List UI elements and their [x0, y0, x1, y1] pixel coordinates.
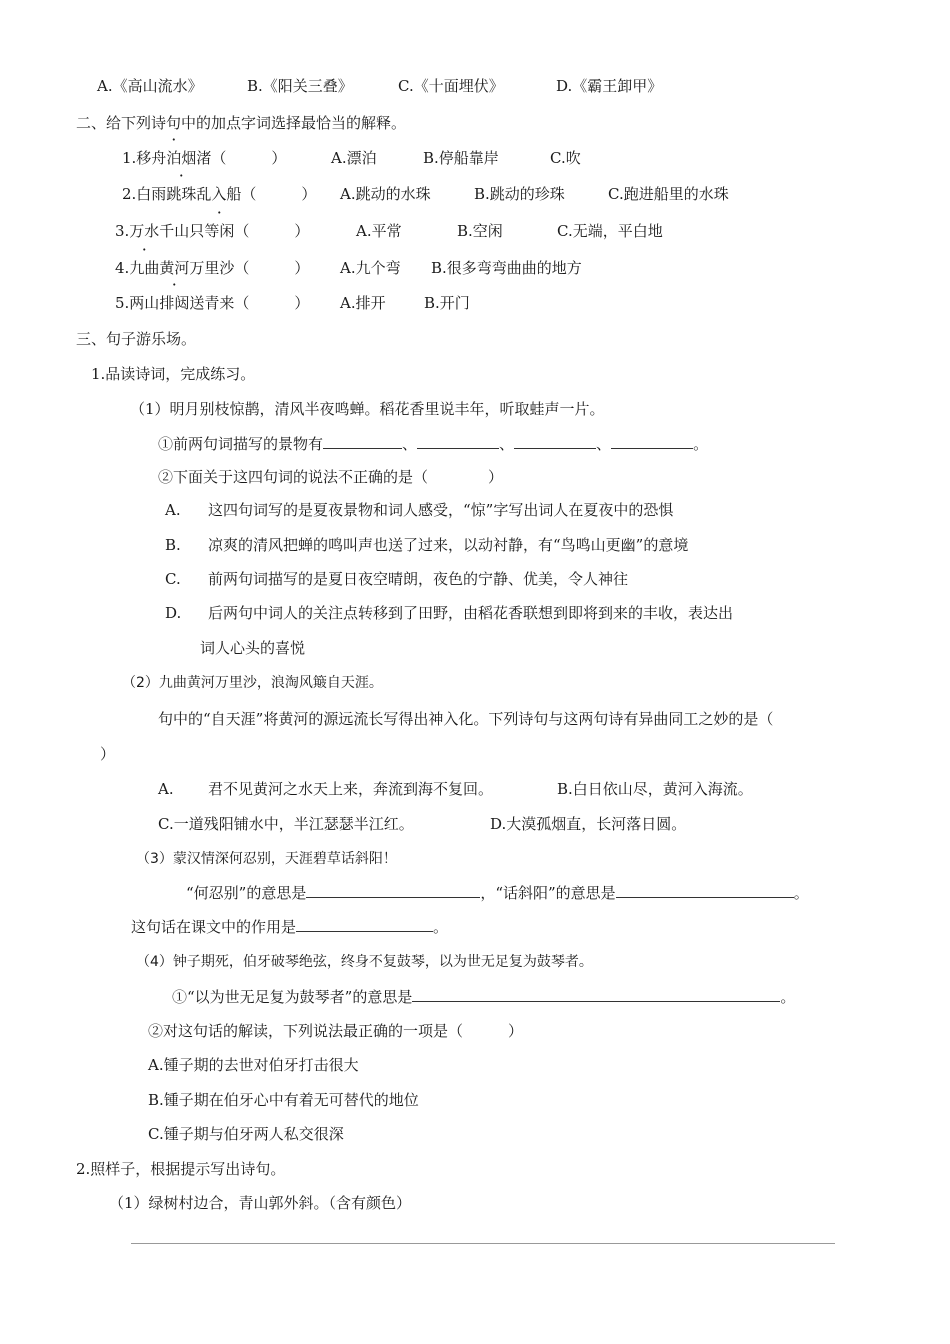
s2-item-4-a: A.九个弯	[340, 259, 401, 277]
q1-option-c: C.《十面埋伏》	[398, 77, 504, 95]
period: 。	[793, 884, 809, 902]
s3-p4-option-a: A.锺子期的去世对伯牙打击很大	[148, 1056, 359, 1074]
s3-p3-poem: （3）蒙汉情深何忍别，天涯碧草话斜阳！	[136, 851, 397, 867]
s3-p2-option-d: D.大漠孤烟直，长河落日圆。	[490, 815, 687, 833]
period: 。	[433, 918, 449, 936]
s3-p2-option-a-letter: A.	[158, 780, 174, 798]
period: 。	[780, 988, 796, 1006]
answer-blank[interactable]	[616, 883, 794, 898]
s3-p1-option-b: 凉爽的清风把蝉的鸣叫声也送了过来，以动衬静，有“鸟鸣山更幽”的意境	[208, 536, 689, 554]
s3-p1-option-c-letter: C.	[165, 570, 181, 588]
s2-item-2-dotted: 跳珠	[166, 185, 197, 203]
s3-p1-option-a: 这四句词写的是夏夜景物和词人感受，“惊”字写出词人在夏夜中的恐惧	[208, 501, 674, 519]
answer-blank[interactable]	[296, 917, 433, 932]
s2-item-2-b: B.跳动的珍珠	[474, 185, 565, 203]
s2-item-5-post: 送青来（ ）	[189, 294, 310, 312]
s3-p1-option-a-letter: A.	[165, 501, 181, 519]
s3-p3-q1	[186, 883, 809, 903]
s3-p3-q1-label-2: ，“话斜阳”的意思是	[480, 884, 616, 902]
s2-item-1-post: 烟渚（ ）	[181, 149, 287, 167]
s2-item-4-b: B.很多弯弯曲曲的地方	[431, 259, 582, 277]
s3-p2-option-a: 君不见黄河之水天上来，奔流到海不复回。	[208, 780, 494, 798]
separator: 、	[499, 435, 515, 453]
s3-p4-q1	[172, 987, 795, 1007]
s2-item-4-post: 黄河万里沙（ ）	[159, 259, 310, 277]
s2-item-2-pre: 2.白雨	[122, 185, 167, 203]
answer-blank[interactable]	[417, 434, 499, 449]
s2-item-1	[122, 148, 286, 168]
separator: 、	[596, 435, 612, 453]
s2-item-5	[115, 293, 309, 313]
q1-option-a: A.《高山流水》	[97, 77, 203, 95]
s2-item-3-pre: 3.万水千山只	[115, 222, 205, 240]
s2-item-1-dotted: 泊	[166, 149, 182, 167]
answer-line[interactable]	[131, 1243, 835, 1244]
s3-p1-q1	[158, 434, 708, 454]
s3-p4-q2: ②对这句话的解读，下列说法最正确的一项是（ ）	[148, 1022, 524, 1040]
s3-p1-option-c: 前两句词描写的是夏日夜空晴朗，夜色的宁静、优美，令人神往	[208, 570, 629, 588]
section3-title: 三、句子游乐场。	[76, 330, 197, 348]
separator: 、	[402, 435, 418, 453]
period: 。	[693, 435, 709, 453]
s2-item-2-a: A.跳动的水珠	[340, 185, 431, 203]
s3-sub1-title: 1.品读诗词，完成练习。	[91, 365, 256, 383]
q1-option-b: B.《阳关三叠》	[247, 77, 353, 95]
answer-blank[interactable]	[514, 434, 596, 449]
s2-item-1-a: A.漂泊	[331, 149, 377, 167]
s2-item-3-c: C.无端，平白地	[557, 222, 663, 240]
s2-item-3-a: A.平常	[356, 222, 402, 240]
answer-blank[interactable]	[323, 434, 402, 449]
s2-item-3-post: （ ）	[234, 222, 310, 240]
s3-sub2-title: 2.照样子，根据提示写出诗句。	[76, 1160, 286, 1178]
s3-p1-q2: ②下面关于这四句词的说法不正确的是（ ）	[158, 468, 504, 486]
s3-p4-option-b: B.锺子期在伯牙心中有着无可替代的地位	[148, 1091, 419, 1109]
s3-p2-option-c: C.一道残阳铺水中，半江瑟瑟半江红。	[158, 815, 414, 833]
s2-item-2-c: C.跑进船里的水珠	[608, 185, 729, 203]
s3-p1-poem: （1）明月别枝惊鹊，清风半夜鸣蝉。稻花香里说丰年，听取蛙声一片。	[130, 400, 605, 418]
s2-item-4-dotted: 九曲	[129, 259, 160, 277]
s3-p1-option-d-letter: D.	[165, 604, 182, 622]
s2-item-5-dotted: 排闼	[159, 294, 190, 312]
s3-p2-poem: （2）九曲黄河万里沙，浪淘风簸自天涯。	[122, 675, 383, 691]
s2-item-2-post: 乱入船（ ）	[196, 185, 317, 203]
s2-item-2	[122, 184, 316, 204]
s2-item-1-pre: 1.移舟	[122, 149, 167, 167]
s3-p1-option-d-cont: 词人心头的喜悦	[200, 639, 306, 657]
s2-item-3-b: B.空闲	[457, 222, 503, 240]
s2-item-5-a: A.排开	[340, 294, 386, 312]
q1-option-d: D.《霸王卸甲》	[556, 77, 663, 95]
s3-p2-question-close: ）	[100, 745, 116, 763]
s3-p3-q2-label: 这句话在课文中的作用是	[131, 918, 297, 936]
section2-title: 二、给下列诗句中的加点字词选择最恰当的解释。	[76, 114, 407, 132]
s3-p2-option-b: B.白日依山尽，黄河入海流。	[557, 780, 753, 798]
s3-p1-option-d: 后两句中词人的关注点转移到了田野，由稻花香联想到即将到来的丰收，表达出	[208, 604, 734, 622]
s2-item-3	[115, 221, 309, 241]
s3-p1-option-b-letter: B.	[165, 536, 181, 554]
s2-item-5-pre: 5.两山	[115, 294, 160, 312]
answer-blank[interactable]	[611, 434, 693, 449]
s3-sub2-item1: （1）绿树村边合，青山郭外斜。（含有颜色）	[109, 1194, 412, 1212]
s3-p1-q1-label: ①前两句词描写的景物有	[158, 435, 324, 453]
s2-item-4	[115, 258, 309, 278]
s2-item-1-c: C.吹	[550, 149, 581, 167]
s2-item-3-dotted: 等闲	[204, 222, 235, 240]
s2-item-1-b: B.停船靠岸	[423, 149, 499, 167]
answer-blank[interactable]	[306, 883, 480, 898]
s3-p2-question: 句中的“自天涯”将黄河的源远流长写得出神入化。下列诗句与这两句诗有异曲同工之妙的是（	[158, 710, 774, 728]
s3-p3-q2	[131, 917, 448, 937]
s3-p4-option-c: C.锺子期与伯牙两人私交很深	[148, 1125, 344, 1143]
s3-p4-poem: （4）钟子期死，伯牙破琴绝弦，终身不复鼓琴，以为世无足复为鼓琴者。	[136, 954, 593, 970]
s2-item-4-pre: 4.	[115, 259, 130, 277]
answer-blank[interactable]	[412, 987, 780, 1002]
s3-p3-q1-label: “何忍别”的意思是	[186, 884, 307, 902]
s3-p4-q1-label: ①“以为世无足复为鼓琴者”的意思是	[172, 988, 413, 1006]
s2-item-5-b: B.开门	[424, 294, 470, 312]
